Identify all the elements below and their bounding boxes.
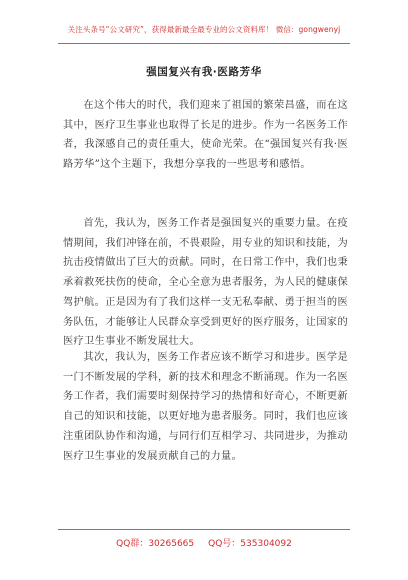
document-title: 强国复兴有我·医路芳华 bbox=[146, 66, 262, 78]
paragraph-2: 首先，我认为，医务工作者是强国复兴的重要力量。在疫情期间，我们冲锋在前，不畏艰险，用专业的知识和技能，为抗击疫情做出了巨大的贡献。同时，在日常工作中，我们也秉承着救死扶伤的使命，全心全意为患者服务，为人民的健康保驾护航。正是因为有了我们这样一支无私奉献、勇于担当的医务队伍，才能够让人民群众享受到更好的医疗服务，让国家的医疗卫生事业不断发展壮大。 bbox=[63, 218, 348, 348]
footer-qq-number: QQ号：535304092 bbox=[208, 539, 292, 549]
header-notice: 关注头条号“公文研究”，获得最新最全最专业的公文资料库！ 微信：gongwenyj bbox=[67, 25, 341, 34]
paragraph-1: 在这个伟大的时代，我们迎来了祖国的繁荣昌盛，而在这其中，医疗卫生事业也取得了长足的进步。作为一名医务工作者，我深感自己的责任重大，使命光荣。在“强国复兴有我·医路芳华”这个主题下，我想分享我的一些思考和感悟。 bbox=[63, 100, 348, 171]
paragraph-3: 其次，我认为，医务工作者应该不断学习和进步。医学是一门不断发展的学科，新的技术和理念不断涌现。作为一名医务工作者，我们需要时刻保持学习的热情和好奇心，不断更新自己的知识和技能，以更好地为患者服务。同时，我们也应该注重团队协作和沟通，与同行们互相学习、共同进步，为推动医疗卫生事业的发展贡献自己的力量。 bbox=[63, 352, 348, 462]
header-divider bbox=[58, 43, 350, 44]
footer-divider bbox=[58, 529, 350, 530]
footer-qq-group: QQ群：30265665 bbox=[116, 539, 195, 549]
footer-contact bbox=[0, 536, 408, 549]
